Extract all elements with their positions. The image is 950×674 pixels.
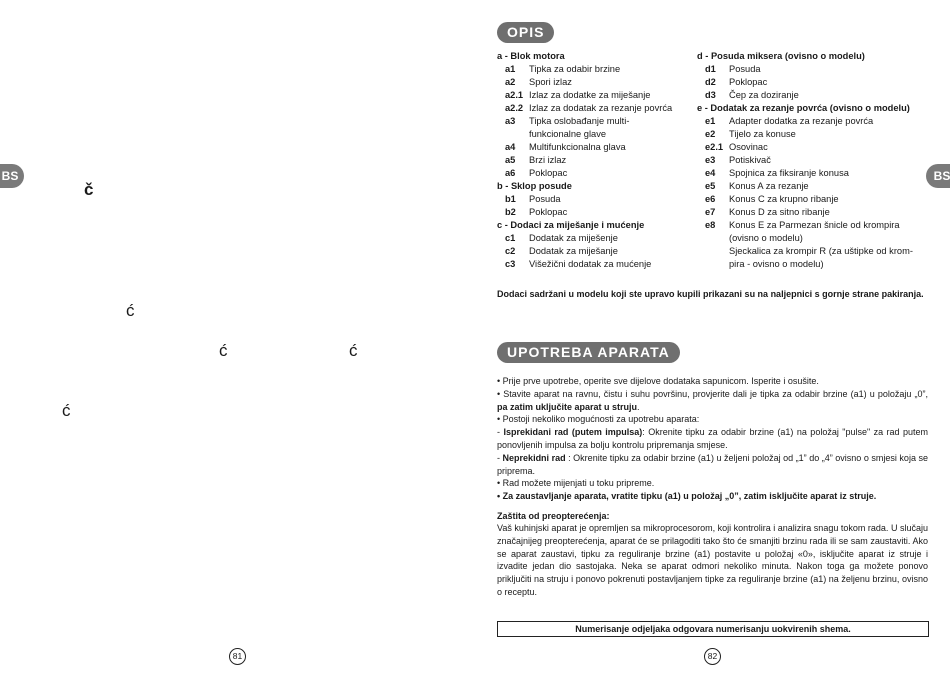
included-accessories-note: Dodaci sadržani u modelu koji ste upravo kupili prikazani su na naljepnici s gornje strane pakiranja. — [497, 289, 924, 299]
section-heading-opis: OPIS — [497, 22, 554, 43]
parts-item — [697, 180, 937, 193]
usage-line: - Neprekidni rad : Okrenite tipku za odabir brzine (a1) u željeni položaj od „1” do „4” ovisno o smjesi koja se priprema. — [497, 452, 928, 476]
language-tab-left: BS — [0, 164, 24, 188]
parts-item — [697, 232, 937, 245]
parts-item — [697, 193, 937, 206]
parts-item-code — [705, 258, 729, 271]
parts-item-code: e2 — [705, 129, 716, 139]
parts-item-text: Osovinac — [729, 142, 768, 152]
parts-item — [697, 141, 937, 154]
parts-item — [697, 63, 937, 76]
parts-item — [497, 258, 692, 271]
left-page-glyph: ć — [219, 341, 228, 360]
parts-item-code: e5 — [705, 181, 716, 191]
parts-item-code: c1 — [505, 233, 516, 243]
parts-item-text: funkcionalne glave — [529, 129, 607, 139]
parts-group-heading: b - Sklop posude — [497, 181, 572, 191]
parts-group-heading: a - Blok motora — [497, 51, 565, 61]
parts-item-code: b2 — [505, 207, 516, 217]
parts-item — [697, 154, 937, 167]
parts-item-text: Višežični dodatak za mućenje — [529, 259, 652, 269]
parts-item-text: Posuda — [529, 194, 561, 204]
section-heading-upotreba: UPOTREBA APARATA — [497, 342, 680, 363]
parts-item — [497, 154, 692, 167]
usage-line: • Rad možete mijenjati u toku pripreme. — [497, 478, 655, 489]
parts-item-code: d1 — [705, 64, 716, 74]
parts-item — [497, 102, 692, 115]
parts-item-code: a5 — [505, 155, 516, 165]
parts-item-text: Tipka oslobađanje multi- — [529, 116, 630, 126]
overload-text: Vaš kuhinjski aparat je opremljen sa mikroprocesorom, koji kontrolira i analizira snagu tokom rada. U slučaju značajnijeg preopterećenja, aparat će se prilagoditi tako što će smanjiti brzinu rada ili se sam zaustaviti. Ako se aparat zaustavi, tipku za reguliranje brzine (a1) postavite u položaj «0», isključite aparat iz struje i izvadite jedan dio sastojaka. Neka se aparat odmori nekoliko minuta. Nakon toga ga možete ponovo priključiti na struju i ponovo pokrenuti postavljanjem tipke za reguliranje brzine (a1) na željenu brzinu, ovisno o receptu. — [497, 523, 928, 597]
left-page-glyph: ć — [349, 341, 358, 360]
parts-item-code: d2 — [705, 77, 716, 87]
parts-item — [697, 219, 937, 232]
parts-item — [497, 128, 692, 141]
parts-list-right — [697, 50, 937, 271]
parts-item-text: Izlaz za dodatke za miješanje — [529, 90, 651, 100]
parts-item-text: Konus C za krupno ribanje — [729, 194, 839, 204]
parts-item-code: e1 — [705, 116, 716, 126]
parts-item-code: a4 — [505, 142, 516, 152]
parts-item — [697, 76, 937, 89]
parts-item — [697, 245, 937, 258]
parts-item-code: e3 — [705, 155, 716, 165]
parts-item-code: e8 — [705, 220, 716, 230]
parts-item-code: b1 — [505, 194, 516, 204]
parts-group-heading: e - Dodatak za rezanje povrća (ovisno o modelu) — [697, 103, 910, 113]
parts-item — [497, 63, 692, 76]
parts-item-text: Spori izlaz — [529, 77, 572, 87]
parts-item-text: Izlaz za dodatak za rezanje povrća — [529, 103, 673, 113]
usage-line: • Za zaustavljanje aparata, vratite tipku (a1) u položaj „0”, zatim isključite aparat iz struje. — [497, 491, 877, 502]
parts-item-code: e6 — [705, 194, 716, 204]
parts-item-text: Multifunkcionalna glava — [529, 142, 626, 152]
parts-item — [497, 89, 692, 102]
parts-item-text: (ovisno o modelu) — [729, 233, 803, 243]
parts-item-code: a2 — [505, 77, 516, 87]
parts-item-text: Konus D za sitno ribanje — [729, 207, 830, 217]
parts-item-code: a2.2 — [505, 103, 524, 113]
parts-item-text: Brzi izlaz — [529, 155, 567, 165]
parts-item-code: a6 — [505, 168, 516, 178]
parts-item-text: Konus A za rezanje — [729, 181, 809, 191]
parts-item-text: pira - ovisno o modelu) — [729, 259, 824, 269]
parts-item-text: Spojnica za fiksiranje konusa — [729, 168, 849, 178]
numbering-note-box: Numerisanje odjeljaka odgovara numerisanju uokvirenih shema. — [497, 621, 929, 637]
parts-item — [697, 206, 937, 219]
parts-item-code: e2.1 — [705, 142, 724, 152]
parts-item — [697, 258, 937, 271]
parts-item-code: e7 — [705, 207, 716, 217]
parts-item — [697, 128, 937, 141]
parts-item — [497, 232, 692, 245]
parts-item-code: a1 — [505, 64, 516, 74]
left-page-glyph: ć — [62, 401, 71, 420]
parts-item — [497, 76, 692, 89]
language-tab-right: BS — [926, 164, 950, 188]
parts-item-code: c2 — [505, 246, 516, 256]
parts-item — [697, 167, 937, 180]
parts-item-text: Poklopac — [529, 168, 568, 178]
parts-item — [497, 193, 692, 206]
parts-item — [497, 245, 692, 258]
parts-item — [497, 141, 692, 154]
parts-item-text: Dodatak za miješenje — [529, 233, 618, 243]
parts-item — [497, 206, 692, 219]
parts-group-heading: c - Dodaci za miješanje i mućenje — [497, 220, 645, 230]
page-number-right: 82 — [704, 648, 721, 665]
usage-line: • Prije prve upotrebe, operite sve dijelove dodataka sapunicom. Isperite i osušite. — [497, 376, 819, 386]
parts-item-code: e4 — [705, 168, 716, 178]
usage-line: - Isprekidani rad (putem impulsa): Okrenite tipku za odabir brzine (a1) na položaj "pulse" za rad putem ponovljenih impulsa za bolju kontrolu pripremanja smjese. — [497, 427, 928, 450]
parts-item-code — [705, 245, 729, 258]
parts-item-text: Čep za doziranje — [729, 90, 799, 100]
parts-item-text: Potiskivač — [729, 155, 771, 165]
parts-item — [697, 115, 937, 128]
parts-list-left — [497, 50, 692, 271]
parts-item-text: Poklopac — [529, 207, 568, 217]
parts-item-text: Tipka za odabir brzine — [529, 64, 621, 74]
parts-item-text: Tijelo za konuse — [729, 129, 796, 139]
usage-line: • Postoji nekoliko mogućnosti za upotrebu aparata: — [497, 414, 700, 425]
usage-instructions — [497, 375, 928, 503]
parts-item — [497, 115, 692, 128]
parts-item-code: a2.1 — [505, 90, 524, 100]
parts-item-text: Dodatak za miješanje — [529, 246, 618, 256]
parts-group-heading: d - Posuda miksera (ovisno o modelu) — [697, 51, 865, 61]
left-page-glyph: č — [84, 180, 94, 199]
parts-item-text: Sjeckalica za krompir R (za uštipke od krom- — [729, 246, 913, 256]
parts-item-code — [505, 128, 529, 141]
left-page-glyph: ć — [126, 301, 135, 320]
parts-item-text: Posuda — [729, 64, 761, 74]
parts-item-code — [705, 232, 729, 245]
parts-item-code: c3 — [505, 259, 516, 269]
parts-item-code: d3 — [705, 90, 716, 100]
parts-item — [697, 89, 937, 102]
page-number-left: 81 — [229, 648, 246, 665]
parts-item-text: Adapter dodatka za rezanje povrća — [729, 116, 874, 126]
parts-item-code: a3 — [505, 116, 516, 126]
usage-line: • Stavite aparat na ravnu, čistu i suhu površinu, provjerite dali je tipka za odabir brzine (a1) u položaju „0”, pa zatim uključite aparat u struju. — [497, 388, 928, 412]
parts-item-text: Konus E za Parmezan šnicle od krompira — [729, 220, 900, 230]
overload-title: Zaštita od preopterećenja: — [497, 511, 610, 521]
parts-item-text: Poklopac — [729, 77, 768, 87]
parts-item — [497, 167, 692, 180]
